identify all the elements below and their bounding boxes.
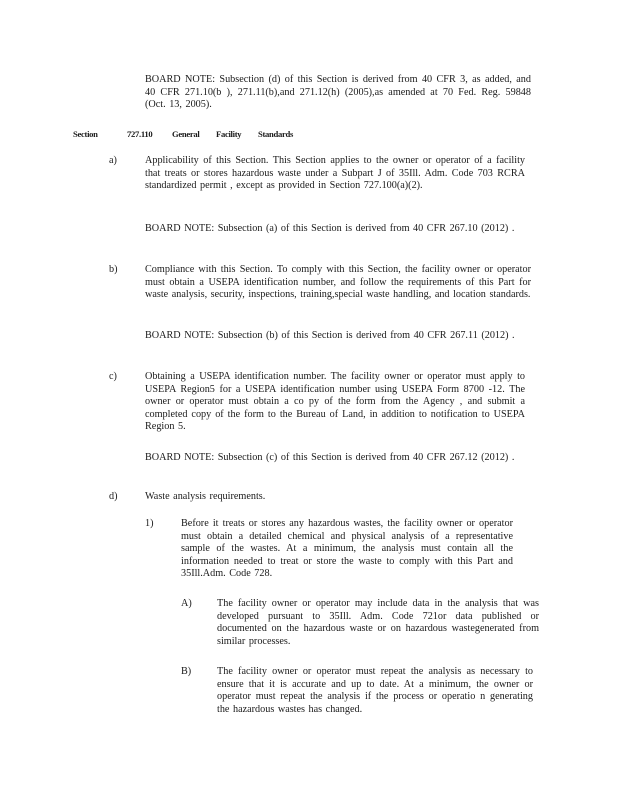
board-note-top: BOARD NOTE: Subsection (d) of this Section is derived from 40 CFR 3, as added, and 40 CFR 271.10(b ), 271.11(b),and 271.12(h) (2005),as amended at 70 Fed. Reg. 59848 (Oct. 13, 2005). (145, 74, 531, 111)
item-d1-text: Before it treats or stores any hazardous wastes, the facility owner or operator must obtain a detailed chemical and physical analysis of a representative sample of the wastes. At a minimum, the analysis must contain all the information needed to treat or store the waste to comply with this Part and 35Ill.Adm. Code 728. (181, 518, 513, 580)
item-c-board-note: BOARD NOTE: Subsection (c) of this Section is derived from 40 CFR 267.12 (2012) . (145, 452, 515, 463)
item-dB-label: B) (181, 666, 192, 677)
item-b-label: b) (109, 264, 118, 275)
item-d1-label: 1) (145, 518, 154, 529)
section-heading (73, 129, 293, 139)
heading-title-facility: Facility (216, 129, 242, 139)
item-dA-text: The facility owner or operator may include data in the analysis that was developed pursuant to 35Ill. Adm. Code 721or data published or documented on the hazardous waste or on hazardous wastegenerated from similar processes. (217, 598, 539, 647)
item-a-label: a) (109, 155, 117, 166)
item-dB-text: The facility owner or operator must repeat the analysis as necessary to ensure that it is accurate and up to date. At a minimum, the owner or operator must repeat the analysis if the process or operatio n generating the hazardous wastes has changed. (217, 666, 533, 715)
item-c-text: Obtaining a USEPA identification number. The facility owner or operator must apply to USEPA Region5 for a USEPA identification number using USEPA Form 8700 -12. The owner or operator must obtain a co py of the form from the Agency , and submit a completed copy of the form to the Bureau of Land, in addition to notification to USEPA Region 5. (145, 371, 525, 433)
heading-title-general: General (172, 129, 200, 139)
item-b-board-note: BOARD NOTE: Subsection (b) of this Section is derived from 40 CFR 267.11 (2012) . (145, 330, 515, 341)
item-d-text: Waste analysis requirements. (145, 491, 266, 502)
section-word: Section (73, 129, 98, 139)
heading-title-standards: Standards (258, 129, 294, 139)
item-b-text: Compliance with this Section. To comply with this Section, the facility owner or operator must obtain a USEPA identification number, and follow the requirements of this Part for waste analysis, security, inspections, training,special waste handling, and location standards. (145, 264, 531, 301)
item-d-label: d) (109, 491, 118, 502)
item-a-board-note: BOARD NOTE: Subsection (a) of this Section is derived from 40 CFR 267.10 (2012) . (145, 223, 515, 234)
item-c-label: c) (109, 371, 117, 382)
item-a-text: Applicability of this Section. This Section applies to the owner or operator of a facility that treats or stores hazardous waste under a Subpart J of 35Ill. Adm. Code 703 RCRA standardized permit , except as provided in Section 727.100(a)(2). (145, 155, 525, 192)
item-dA-label: A) (181, 598, 192, 609)
section-number: 727.110 (127, 129, 153, 139)
